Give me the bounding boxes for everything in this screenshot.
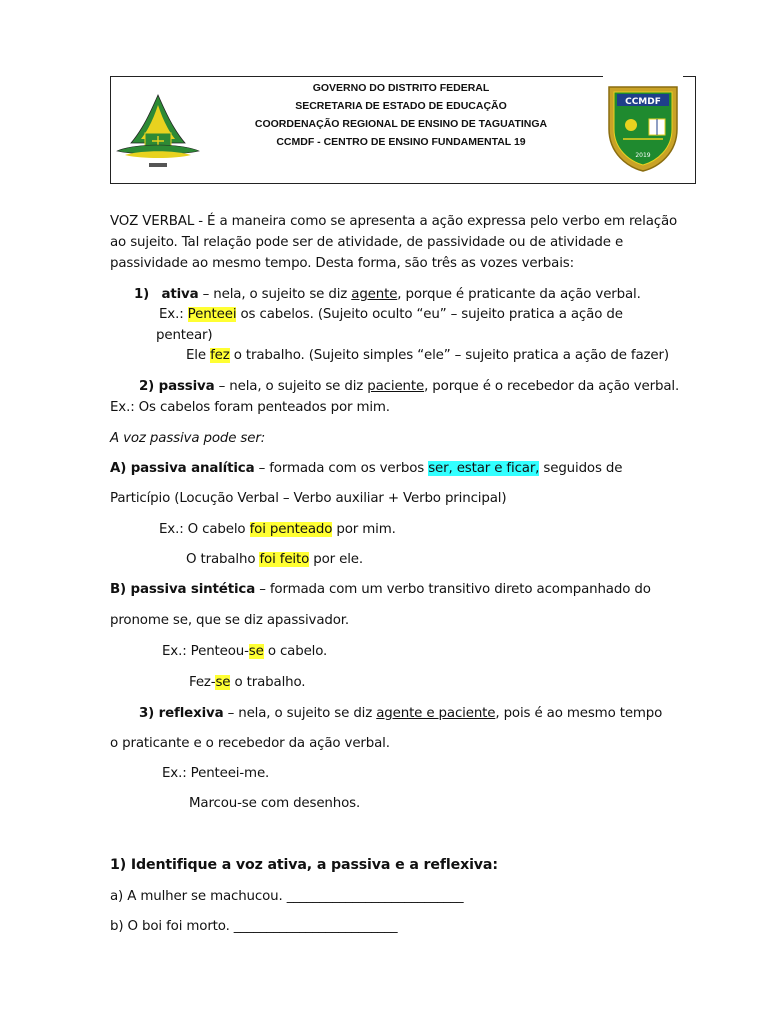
sintetica-example-1 — [162, 642, 327, 662]
analitica-ex1-highlight: foi penteado — [249, 522, 333, 537]
sintetica-ex1-highlight: se — [248, 644, 264, 659]
ativa-title: ativa — [161, 287, 199, 302]
passiva-line — [139, 377, 679, 397]
sintetica-example-2 — [189, 673, 305, 693]
logo-right-year: 2019 — [635, 152, 651, 159]
passiva-example: Ex.: Os cabelos foram penteados por mim. — [110, 400, 390, 415]
ativa-text-1: – nela, o sujeito se diz — [198, 287, 352, 302]
ativa-underlined: agente — [351, 287, 398, 302]
ativa-line — [134, 285, 641, 305]
reflexiva-underlined: agente e paciente — [376, 706, 496, 721]
logo-right-text: CCMDF — [625, 97, 661, 107]
ativa-example-1-cont: pentear) — [156, 328, 213, 343]
header-line-4: CCMDF - CENTRO DE ENSINO FUNDAMENTAL 19 — [276, 136, 526, 148]
reflexiva-example-2: Marcou-se com desenhos. — [189, 796, 361, 811]
passiva-title: 2) passiva — [139, 379, 215, 394]
ccmdf-shield-logo — [603, 73, 683, 173]
analitica-highlight: ser, estar e ficar, — [428, 461, 540, 476]
header-line-3: COORDENAÇÃO REGIONAL DE ENSINO DE TAGUATINGA — [254, 118, 548, 130]
analitica-text-1: – formada com os verbos — [254, 461, 429, 476]
analitica-title: A) passiva analítica — [110, 461, 255, 476]
exercise-item-a: a) A mulher se machucou. ___________________________ — [110, 889, 464, 904]
ativa-ex2-highlight: fez — [210, 348, 230, 363]
passiva-intro: A voz passiva pode ser: — [110, 431, 266, 446]
exercise-title: 1) Identifique a voz ativa, a passiva e a reflexiva: — [110, 857, 498, 873]
reflexiva-text-1: – nela, o sujeito se diz — [223, 706, 377, 721]
passiva-text-1: – nela, o sujeito se diz — [214, 379, 368, 394]
passiva-underlined: paciente — [367, 379, 425, 394]
analitica-ex2-post: por ele. — [309, 552, 363, 567]
ativa-ex2-post: o trabalho. (Sujeito simples “ele” – sujeito pratica a ação de fazer) — [229, 348, 669, 363]
analitica-ex2-pre: O trabalho — [186, 552, 260, 567]
intro-line-1: VOZ VERBAL - É a maneira como se apresenta a ação expressa pelo verbo em relação — [110, 214, 678, 229]
passiva-text-2: , porque é o recebedor da ação verbal. — [424, 379, 680, 394]
reflexiva-line — [139, 704, 662, 724]
header-line-2: SECRETARIA DE ESTADO DE EDUCAÇÃO — [295, 100, 507, 112]
sintetica-title: B) passiva sintética — [110, 582, 256, 597]
ativa-example-1 — [159, 305, 623, 325]
sintetica-line-2: pronome se, que se diz apassivador. — [110, 613, 349, 628]
sintetica-text-1: – formada com um verbo transitivo direto acompanhado do — [255, 582, 651, 597]
analitica-text-2: seguidos de — [539, 461, 623, 476]
reflexiva-text-2: , pois é ao mesmo tempo — [495, 706, 663, 721]
ativa-ex1-highlight: Penteei — [187, 307, 237, 322]
analitica-example-1 — [159, 520, 396, 540]
analitica-ex1-pre: Ex.: O cabelo — [159, 522, 250, 537]
reflexiva-title: 3) reflexiva — [139, 706, 224, 721]
brasilia-emblem-icon — [115, 93, 201, 173]
analitica-example-2 — [186, 550, 363, 570]
ativa-ex2-pre: Ele — [186, 348, 211, 363]
ativa-ex1-post: os cabelos. (Sujeito oculto “eu” – sujeito pratica a ação de — [236, 307, 623, 322]
analitica-ex2-highlight: foi feito — [259, 552, 310, 567]
analitica-line — [110, 459, 622, 479]
sintetica-ex1-pre: Ex.: Penteou- — [162, 644, 249, 659]
intro-line-2: ao sujeito. Tal relação pode ser de atividade, de passividade ou de atividade e — [110, 235, 624, 250]
ativa-ex1-pre: Ex.: — [159, 307, 188, 322]
ativa-number: 1) — [134, 287, 150, 302]
ativa-example-2 — [186, 346, 669, 366]
analitica-ex1-post: por mim. — [332, 522, 396, 537]
header-text — [201, 79, 601, 151]
header-box — [110, 76, 696, 184]
sintetica-ex2-pre: Fez- — [189, 675, 216, 690]
sintetica-ex2-highlight: se — [215, 675, 231, 690]
reflexiva-line-2: o praticante e o recebedor da ação verbal. — [110, 736, 390, 751]
sintetica-ex2-post: o trabalho. — [230, 675, 306, 690]
analitica-line-2: Particípio (Locução Verbal – Verbo auxiliar + Verbo principal) — [110, 491, 507, 506]
intro-line-3: passividade ao mesmo tempo. Desta forma, são três as vozes verbais: — [110, 256, 574, 271]
ativa-text-2: , porque é praticante da ação verbal. — [397, 287, 641, 302]
sintetica-line — [110, 580, 651, 600]
header-line-1: GOVERNO DO DISTRITO FEDERAL — [312, 82, 490, 94]
exercise-item-b: b) O boi foi morto. _________________________ — [110, 919, 398, 934]
sintetica-ex1-post: o cabelo. — [263, 644, 328, 659]
reflexiva-example-1: Ex.: Penteei-me. — [162, 766, 270, 781]
